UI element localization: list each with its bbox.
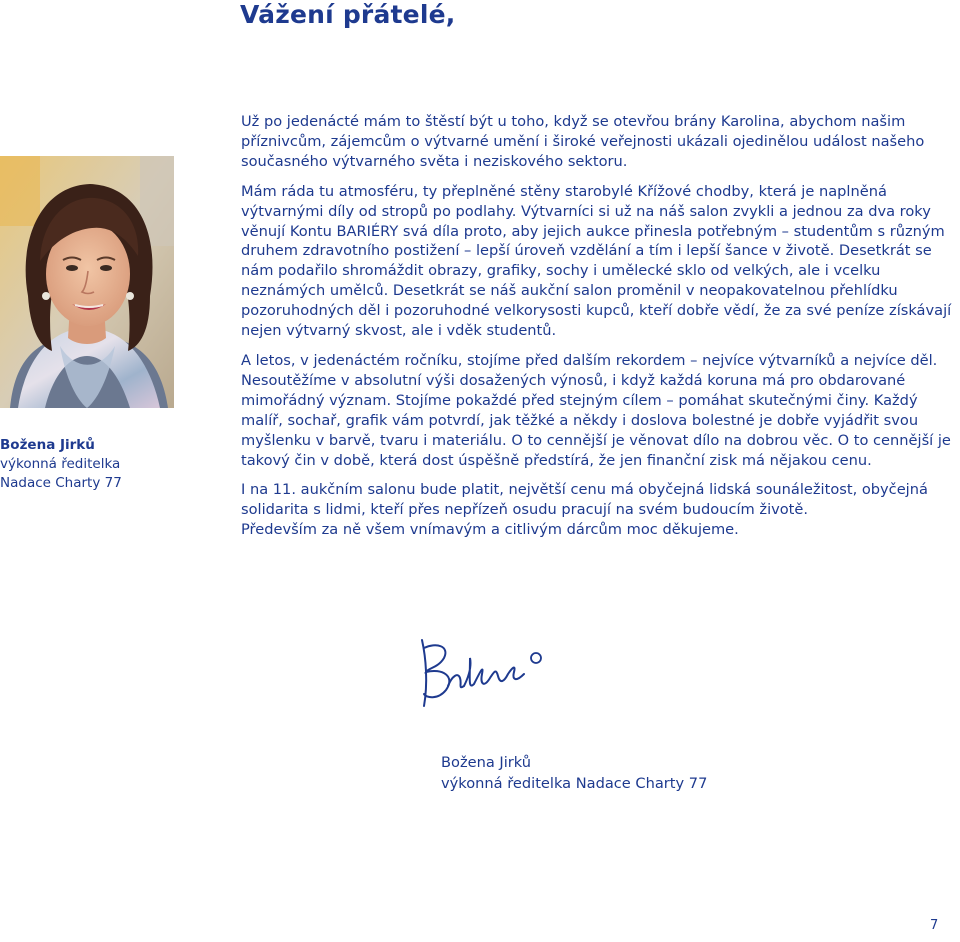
handwritten-signature: [408, 628, 558, 718]
portrait-caption: [0, 436, 170, 493]
signoff-title: výkonná ředitelka Nadace Charty 77: [441, 775, 708, 792]
paragraph: Mám ráda tu atmosféru, ty přeplněné stěny starobylé Křížové chodby, která je naplněná výtvarnými díly od stropů po podlahy. Výtvarníci si už na náš salon zvykli a jednou za dva roky věnují Kontu BARIÉRY svá díla proto, aby jejich aukce přinesla potřebným – studentům s různým druhem zdravotního postižení – lepší úroveň vzdělání a tím i lepší šance v životě. Desetkrát se nám podařilo shromáždit obrazy, grafiky, sochy i umělecké sklo od velkých, ale i vcelku neznámých umělců. Desetkrát se náš aukční salon proměnil v neopakovatelnou přehlídku pozoruhodných děl i pozoruhodné velkorysosti kupců, kteří dobře vědí, že za své peníze získávají nejen výtvarný skvost, ale i vděk studentů.: [241, 182, 952, 340]
page-title: Vážení přátelé,: [240, 0, 456, 29]
paragraph: I na 11. aukčním salonu bude platit, největší cenu má obyčejná lidská sounáležitost, obyčejná solidarita s lidmi, kteří přes nepřízeň osudu pracují na svém budoucím životě.: [241, 481, 928, 519]
paragraph: Už po jedenácté mám to štěstí být u toho, když se otevřou brány Karolina, abychom našim příznivcům, zájemcům o výtvarné umění i široké veřejnosti ukázali ojedinělou událost našeho současného výtvarného světa i neziskového sektoru.: [241, 113, 925, 170]
portrait-organization: Nadace Charty 77: [0, 475, 122, 491]
signoff-name: Božena Jirků: [441, 754, 532, 771]
letter-body: [241, 112, 953, 550]
portrait-photo: [0, 156, 174, 408]
signoff: [441, 752, 707, 794]
paragraph: A letos, v jedenáctém ročníku, stojíme před dalším rekordem – nejvíce výtvarníků a nejvíce děl. Nesoutěžíme v absolutní výši dosažených výnosů, i když každá koruna má pro obdarované mimořádný význam. Stojíme pokaždé před stejným cílem – pomáhat skutečnými činy. Každý malíř, sochař, grafik vám potvrdí, jak těžké a někdy i doslova bolestné je dobře vyjádřit svou myšlenku v barvě, tvaru i materiálu. O to cennější je věnovat dílo na dobrou věc. O to cennější je takový čin v době, která dost úspěšně předstírá, že jen finanční zisk má nějakou cenu.: [241, 351, 951, 469]
paragraph: Především za ně všem vnímavým a citlivým dárcům moc děkujeme.: [241, 521, 739, 539]
portrait-role: výkonná ředitelka: [0, 456, 121, 472]
portrait-name: Božena Jirků: [0, 437, 95, 453]
page-number: 7: [930, 918, 939, 933]
